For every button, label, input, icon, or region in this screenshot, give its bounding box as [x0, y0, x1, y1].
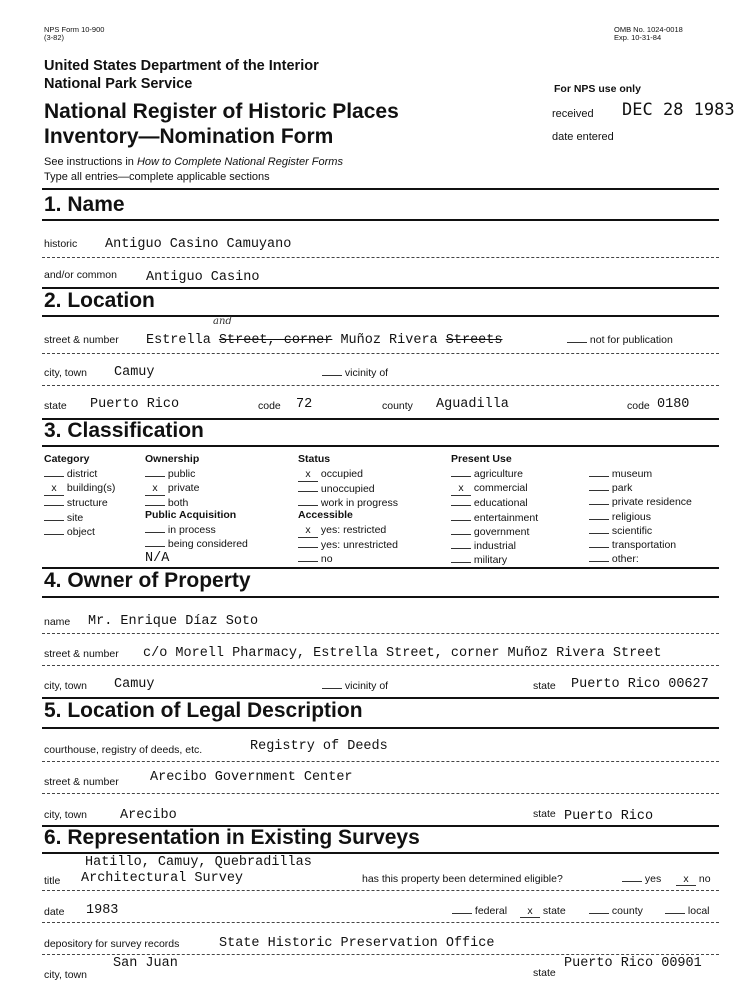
rule — [42, 315, 719, 317]
legal-city-value[interactable]: Arecibo — [120, 808, 177, 823]
section-4-title: 4. Owner of Property — [44, 569, 251, 592]
divider — [42, 793, 719, 794]
use-item[interactable]: museum — [589, 467, 692, 481]
ownership-item[interactable]: public — [145, 467, 199, 481]
accessible-item[interactable]: x yes: restricted — [298, 523, 398, 538]
section-5-title: 5. Location of Legal Description — [44, 699, 363, 722]
divider — [42, 890, 719, 891]
code2-label: code — [627, 400, 650, 412]
divider — [42, 665, 719, 666]
section-1-title: 1. Name — [44, 193, 125, 216]
eligible-yes[interactable]: yes — [622, 873, 661, 885]
owner-state-label: state — [533, 680, 556, 692]
legal-state-value[interactable]: Puerto Rico — [564, 809, 654, 824]
divider — [42, 353, 719, 354]
owner-street-label: street & number — [44, 648, 119, 660]
accessible-list — [298, 523, 398, 567]
divider — [42, 954, 719, 955]
level-federal[interactable]: federal — [452, 905, 507, 917]
instructions-line1: See instructions in How to Complete National Register Forms — [44, 156, 343, 168]
present-use-heading: Present Use — [451, 453, 512, 465]
legal-street-value[interactable]: Arecibo Government Center — [150, 770, 353, 785]
category-list — [44, 467, 115, 539]
eligible-question: has this property been determined eligible? — [362, 873, 563, 885]
rule — [42, 219, 719, 221]
level-local[interactable]: local — [665, 905, 710, 917]
acquisition-heading: Public Acquisition — [145, 509, 237, 521]
use-item[interactable]: scientific — [589, 524, 692, 538]
common-value[interactable]: Antiguo Casino — [146, 270, 260, 285]
form-date: (3-82) — [44, 33, 65, 42]
use-item[interactable]: military — [451, 553, 538, 567]
department: United States Department of the Interior — [44, 58, 319, 74]
owner-city-label: city, town — [44, 680, 87, 692]
category-item[interactable]: x building(s) — [44, 481, 115, 496]
survey-city-label: city, town — [44, 969, 87, 981]
city-label: city, town — [44, 367, 87, 379]
use-item[interactable]: transportation — [589, 538, 692, 552]
rule — [42, 727, 719, 729]
survey-date-value[interactable]: 1983 — [86, 903, 119, 918]
eligible-no[interactable]: x no — [676, 873, 711, 886]
accessible-item[interactable]: yes: unrestricted — [298, 538, 398, 552]
state-label: state — [44, 400, 67, 412]
use-item[interactable]: other: — [589, 552, 692, 566]
level-county[interactable]: county — [589, 905, 643, 917]
city-value[interactable]: Camuy — [114, 365, 155, 380]
street-value[interactable]: Estrella Street, corner Muñoz Rivera Streets — [146, 333, 503, 348]
county-label: county — [382, 400, 413, 412]
acquisition-item[interactable]: being considered — [145, 537, 248, 551]
use-item[interactable]: park — [589, 481, 692, 495]
category-heading: Category — [44, 453, 90, 465]
owner-name-label: name — [44, 616, 71, 628]
code-label: code — [258, 400, 281, 412]
use-item[interactable]: private residence — [589, 495, 692, 509]
county-value[interactable]: Aguadilla — [436, 397, 509, 412]
section-2-title: 2. Location — [44, 289, 155, 312]
survey-title-line1[interactable]: Hatillo, Camuy, Quebradillas — [85, 855, 312, 870]
divider — [42, 922, 719, 923]
omb-number: OMB No. 1024-0018 — [614, 25, 683, 34]
section-3-title: 3. Classification — [44, 419, 204, 442]
date-entered-label: date entered — [552, 131, 614, 143]
courthouse-label: courthouse, registry of deeds, etc. — [44, 744, 203, 756]
code-value[interactable]: 72 — [296, 397, 313, 412]
handwritten-insert: and — [213, 316, 232, 327]
status-heading: Status — [298, 453, 331, 465]
category-item[interactable]: object — [44, 525, 115, 539]
use-item[interactable]: x commercial — [451, 481, 538, 496]
form-number: NPS Form 10-900 — [44, 25, 105, 34]
service: National Park Service — [44, 76, 193, 92]
present-use-list-1 — [451, 467, 538, 567]
owner-vicinity[interactable]: vicinity of — [322, 680, 388, 692]
street-label: street & number — [44, 334, 119, 346]
legal-state-label: state — [533, 808, 556, 820]
status-item[interactable]: work in progress — [298, 496, 398, 510]
received-label: received — [552, 108, 594, 120]
use-item[interactable]: entertainment — [451, 511, 538, 525]
historic-label: historic — [44, 238, 78, 250]
depository-label: depository for survey records — [44, 938, 180, 950]
status-list — [298, 467, 398, 511]
ownership-heading: Ownership — [145, 453, 200, 465]
ownership-list — [145, 467, 199, 511]
form-title-line1: National Register of Historic Places — [44, 100, 399, 123]
survey-city-value[interactable]: San Juan — [113, 956, 178, 971]
ownership-item[interactable]: both — [145, 496, 199, 510]
category-item[interactable]: district — [44, 467, 115, 481]
status-item[interactable]: unoccupied — [298, 482, 398, 496]
depository-value[interactable]: State Historic Preservation Office — [219, 936, 495, 951]
owner-state-value[interactable]: Puerto Rico 00627 — [571, 677, 709, 692]
code2-value[interactable]: 0180 — [657, 397, 690, 412]
use-item[interactable]: industrial — [451, 539, 538, 553]
use-item[interactable]: religious — [589, 510, 692, 524]
legal-street-label: street & number — [44, 776, 119, 788]
rule — [42, 596, 719, 598]
accessible-item[interactable]: no — [298, 552, 398, 566]
acquisition-value: N/A — [145, 551, 170, 566]
status-item[interactable]: x occupied — [298, 467, 398, 482]
nps-use-label: For NPS use only — [554, 83, 641, 95]
legal-city-label: city, town — [44, 809, 87, 821]
rule — [42, 445, 719, 447]
present-use-list-2 — [589, 467, 692, 566]
owner-street-value[interactable]: c/o Morell Pharmacy, Estrella Street, corner Muñoz Rivera Street — [143, 646, 662, 661]
category-item[interactable]: structure — [44, 496, 115, 510]
rule — [42, 852, 719, 854]
survey-title-line2[interactable]: Architectural Survey — [81, 871, 244, 886]
use-item[interactable]: government — [451, 525, 538, 539]
divider — [42, 257, 719, 258]
level-state[interactable]: x state — [520, 905, 566, 918]
divider — [42, 761, 719, 762]
state-value[interactable]: Puerto Rico — [90, 397, 180, 412]
use-item[interactable]: educational — [451, 496, 538, 510]
ownership-item[interactable]: x private — [145, 481, 199, 496]
rule — [42, 188, 719, 190]
category-item[interactable]: site — [44, 511, 115, 525]
owner-city-value[interactable]: Camuy — [114, 677, 155, 692]
section-6-title: 6. Representation in Existing Surveys — [44, 826, 420, 849]
courthouse-value[interactable]: Registry of Deeds — [250, 739, 388, 754]
survey-title-label: title — [44, 875, 61, 887]
expiration: Exp. 10-31-84 — [614, 33, 662, 42]
common-label: and/or common — [44, 269, 117, 281]
accessible-heading: Accessible — [298, 509, 353, 521]
divider — [42, 633, 719, 634]
survey-state-value[interactable]: Puerto Rico 00901 — [564, 956, 702, 971]
acquisition-item[interactable]: in process — [145, 523, 248, 537]
survey-date-label: date — [44, 906, 65, 918]
owner-name-value[interactable]: Mr. Enrique Díaz Soto — [88, 614, 259, 629]
not-for-publication[interactable]: not for publication — [567, 334, 673, 346]
acquisition-list — [145, 523, 248, 551]
received-stamp: DEC 28 1983 — [622, 100, 735, 120]
instructions-line2: Type all entries—complete applicable sections — [44, 171, 270, 183]
use-item[interactable]: agriculture — [451, 467, 538, 481]
divider — [42, 385, 719, 386]
form-title-line2: Inventory—Nomination Form — [44, 125, 334, 148]
survey-state-label: state — [533, 967, 556, 979]
historic-value[interactable]: Antiguo Casino Camuyano — [105, 237, 292, 252]
vicinity[interactable]: vicinity of — [322, 367, 388, 379]
